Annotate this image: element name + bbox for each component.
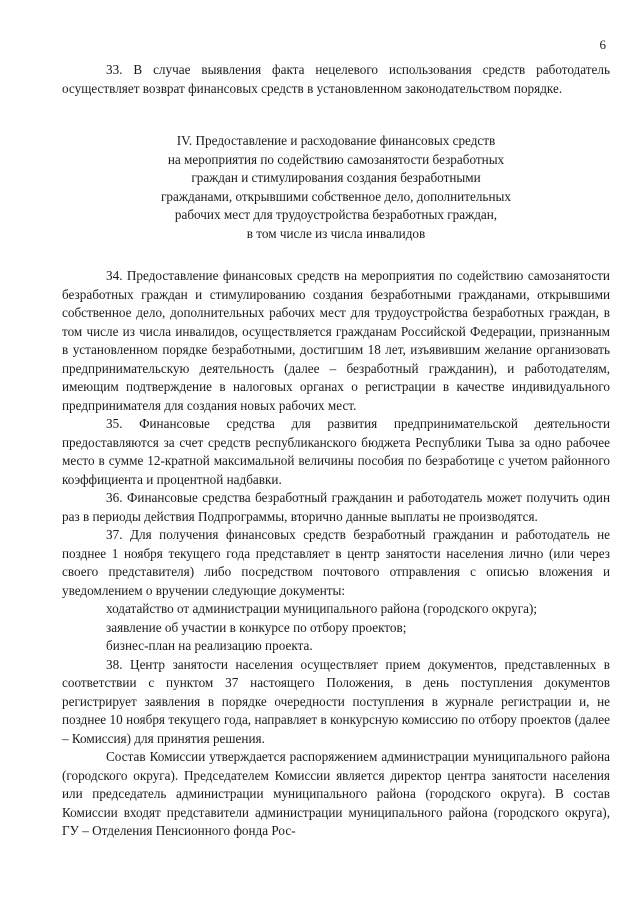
heading-line: IV. Предоставление и расходование финансовых средств — [176, 133, 496, 148]
document-body — [62, 61, 610, 841]
paragraph-commission: Состав Комиссии утверждается распоряжением администрации муниципального района (городского округа). Председателем Комиссии является директор центра занятости населения или председатель администрации муниципального района (городского округа). В состав Комиссии входят представители администрации муниципального района (городского округа), ГУ – Отделения Пенсионного фонда Рос- — [62, 749, 610, 838]
heading-line: граждан и стимулирования создания безработными — [191, 170, 481, 185]
list-item-business-plan: бизнес-план на реализацию проекта. — [106, 638, 313, 653]
paragraph-37: 37. Для получения финансовых средств безработный гражданин и работодатель не позднее 1 ноября текущего года представляет в центр занятости населения лично (или через своего представителя) либо посредством почтового отправления с описью вложения и уведомлением о вручении следующие документы: — [62, 527, 610, 598]
paragraph-36: 36. Финансовые средства безработный гражданин и работодатель может получить один раз в периоды действия Подпрограммы, вторично данные выплаты не производятся. — [62, 490, 610, 524]
paragraph-35: 35. Финансовые средства для развития предпринимательской деятельности предоставляются за счет средств республиканского бюджета Республики Тыва за одно рабочее место в сумме 12-кратной максимальной величины пособия по безработице с учетом районного коэффициента и процентной надбавки. — [62, 416, 610, 487]
heading-line: рабочих мест для трудоустройства безработных граждан, — [174, 207, 498, 222]
heading-line: на мероприятия по содействию самозанятости безработных — [167, 151, 505, 167]
page-number: 6 — [599, 37, 606, 52]
list-item-application: заявление об участии в конкурсе по отбору проектов; — [106, 619, 407, 635]
paragraph-38: 38. Центр занятости населения осуществляет прием документов, представленных в соответствии с пунктом 37 настоящего Положения, в день поступления документов регистрирует заявления в порядке очередности поступления в журнале регистрации и, не позднее 10 ноября текущего года, направляет в конкурсную комиссию по отбору проектов (далее – Комиссия) для принятия решения. — [62, 656, 610, 746]
list-item-petition: ходатайство от администрации муниципального района (городского округа); — [106, 601, 538, 616]
heading-line: в том числе из числа инвалидов — [246, 225, 426, 241]
paragraph-33: 33. В случае выявления факта нецелевого использования средств работодатель осуществляет возврат финансовых средств в установленном законодательством порядке. — [62, 62, 610, 96]
paragraph-34: 34. Предоставление финансовых средств на мероприятия по содействию самозанятости безработных граждан и стимулированию создания безработными гражданами, открывшими собственное дело, дополнительных рабочих мест для трудоустройства безработных граждан, в том числе из числа инвалидов, осуществляется гражданам Российской Федерации, признанным в установленном порядке безработными, достигшим 18 лет, изъявившим желание организовать предпринимательскую деятельность (далее – безработный гражданин), и работодателям, имеющим подтверждение в налоговых органах о регистрации в качестве индивидуального предпринимателя для создания новых рабочих мест. — [62, 268, 610, 413]
section-heading — [62, 132, 610, 243]
heading-line: гражданами, открывшими собственное дело, дополнительных — [161, 188, 511, 204]
